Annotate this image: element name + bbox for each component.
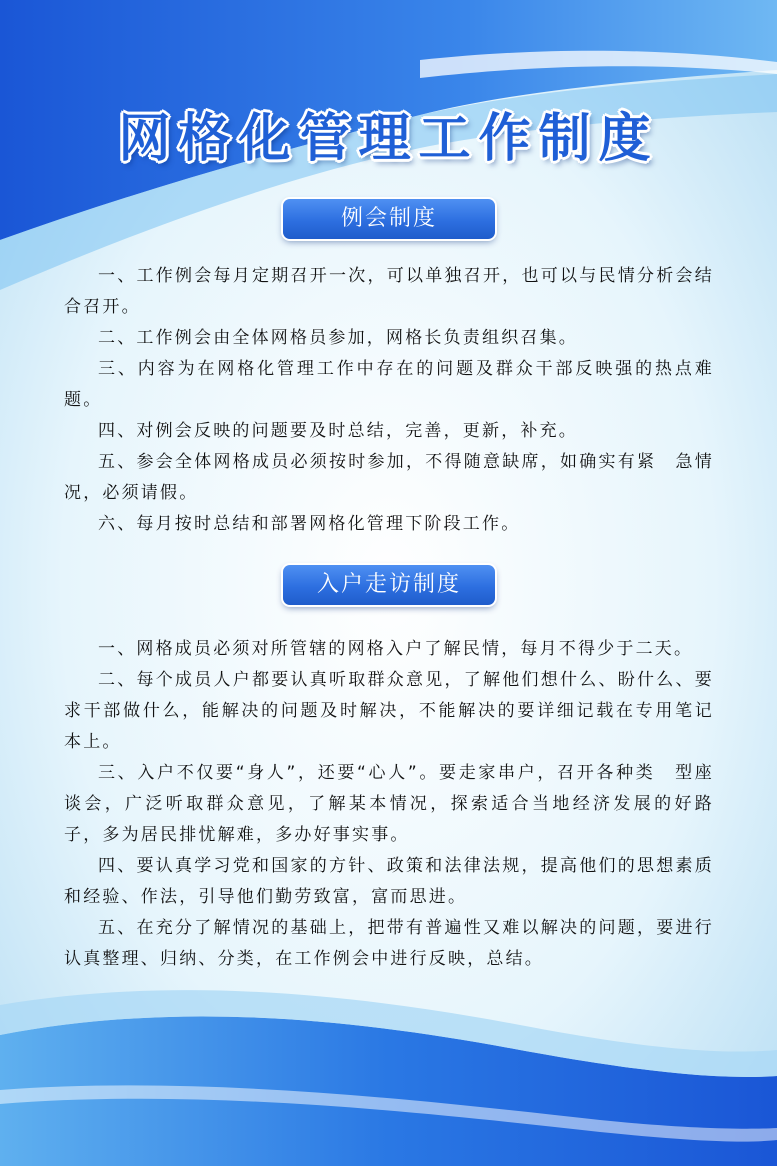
paragraph: 六、每月按时总结和部署网格化管理下阶段工作。: [98, 514, 521, 534]
paragraph: 二、每个成员人户都要认真听取群众意见，了解他们想什么、盼什么、要求干部做什么，能解决的问题及时解决，不能解决的要详细记载在专用笔记本上。: [64, 670, 714, 752]
paragraph: 四、要认真学习党和国家的方针、政策和法律法规，提高他们的思想素质和经验、作法，引导他们勤劳致富，富而思进。: [64, 856, 714, 907]
section-heading-visit: 入户走访制度: [283, 565, 495, 605]
section-body-visit: [64, 634, 714, 975]
paragraph: 四、对例会反映的问题要及时总结，完善，更新，补充。: [98, 421, 578, 441]
section-body-meeting: [64, 261, 714, 540]
paragraph: 二、工作例会由全体网格员参加，网格长负责组织召集。: [98, 328, 578, 348]
paragraph: 五、参会全体网格成员必须按时参加，不得随意缺席，如确实有紧 急情况，必须请假。: [64, 452, 714, 503]
paragraph: 一、工作例会每月定期召开一次，可以单独召开，也可以与民情分析会结合召开。: [64, 266, 714, 317]
paragraph: 三、入户不仅要“身人”，还要“心人”。要走家串户，召开各种类 型座谈会，广泛听取群众意见，了解某本情况，探索适合当地经济发展的好路子，多为居民排忧解难，多办好事实事。: [64, 763, 714, 845]
paragraph: 五、在充分了解情况的基础上，把带有普遍性又难以解决的问题，要进行认真整理、归纳、分类，在工作例会中进行反映，总结。: [64, 918, 714, 969]
paragraph: 三、内容为在网格化管理工作中存在的问题及群众干部反映强的热点难题。: [64, 359, 714, 410]
paragraph: 一、网格成员必须对所管辖的网格入户了解民情，每月不得少于二天。: [98, 639, 694, 659]
section-heading-meeting: 例会制度: [283, 199, 495, 239]
page-title: 网格化管理工作制度: [118, 109, 659, 169]
